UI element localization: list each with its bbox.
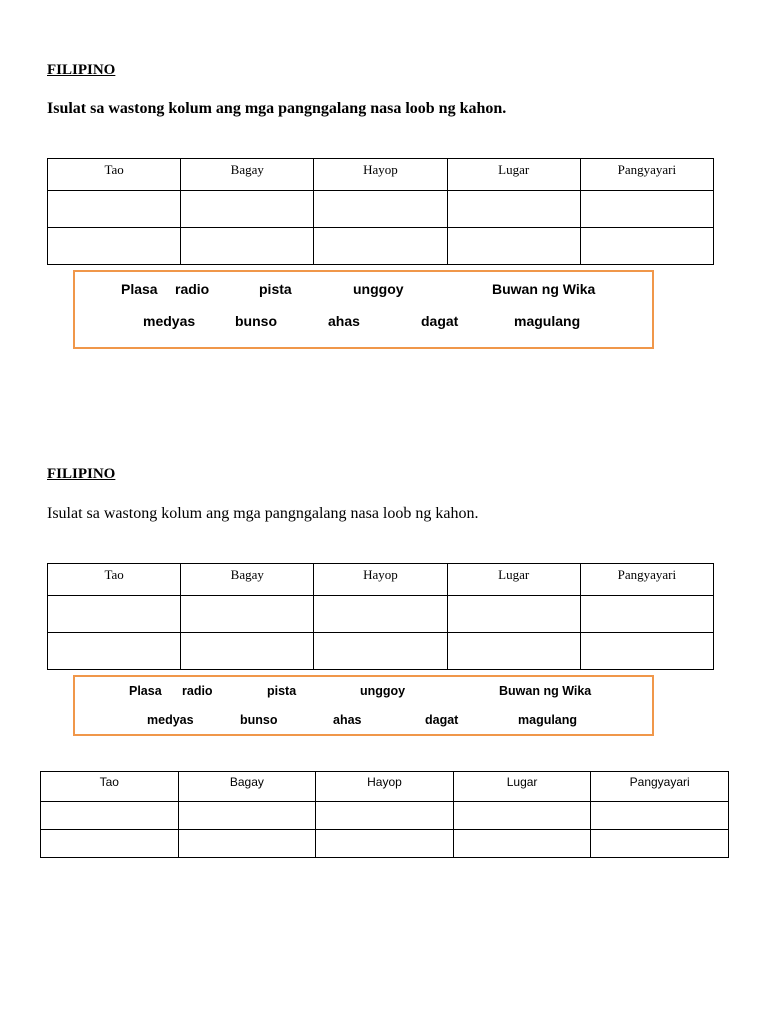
instruction-text: Isulat sa wastong kolum ang mga pangngalang nasa loob ng kahon. (47, 100, 507, 117)
column-header: Tao (41, 772, 179, 802)
table-header-row (41, 772, 729, 802)
answer-cell[interactable] (48, 228, 181, 265)
answer-cell[interactable] (591, 802, 729, 830)
table-row (48, 633, 714, 670)
answer-cell[interactable] (316, 802, 454, 830)
subject-heading: FILIPINO (47, 62, 116, 78)
word-item: Buwan ng Wika (499, 684, 592, 698)
answer-cell[interactable] (580, 596, 713, 633)
table-row (48, 191, 714, 228)
word-item: ahas (328, 313, 360, 329)
column-header: Bagay (181, 159, 314, 191)
answer-cell[interactable] (181, 228, 314, 265)
answer-cell[interactable] (453, 802, 591, 830)
column-header: Pangyayari (580, 159, 713, 191)
answer-cell[interactable] (181, 596, 314, 633)
word-item: radio (175, 281, 210, 297)
column-header: Hayop (314, 564, 447, 596)
word-item: unggoy (360, 684, 406, 698)
word-item: dagat (425, 713, 459, 727)
answer-cell[interactable] (178, 802, 316, 830)
answer-cell[interactable] (314, 228, 447, 265)
answer-cell[interactable] (314, 596, 447, 633)
table-header-row (48, 159, 714, 191)
word-item: unggoy (353, 281, 404, 297)
answer-cell[interactable] (41, 802, 179, 830)
column-header: Lugar (447, 564, 580, 596)
column-header: Tao (48, 159, 181, 191)
answer-cell[interactable] (48, 596, 181, 633)
answer-cell[interactable] (41, 830, 179, 858)
answer-cell[interactable] (48, 633, 181, 670)
answer-table (40, 771, 729, 858)
answer-table (47, 158, 714, 265)
answer-cell[interactable] (447, 596, 580, 633)
column-header: Bagay (178, 772, 316, 802)
word-item: medyas (143, 313, 196, 329)
column-header: Lugar (453, 772, 591, 802)
word-item: pista (267, 684, 297, 698)
word-item: Buwan ng Wika (492, 281, 596, 297)
column-header: Hayop (314, 159, 447, 191)
word-item: ahas (333, 713, 362, 727)
answer-cell[interactable] (447, 633, 580, 670)
answer-cell[interactable] (181, 191, 314, 228)
word-item: radio (182, 684, 213, 698)
word-item: dagat (421, 313, 459, 329)
table-row (48, 596, 714, 633)
word-item: bunso (235, 313, 277, 329)
answer-cell[interactable] (580, 191, 713, 228)
answer-cell[interactable] (316, 830, 454, 858)
column-header: Pangyayari (591, 772, 729, 802)
answer-cell[interactable] (580, 633, 713, 670)
word-item: Plasa (129, 684, 162, 698)
column-header: Tao (48, 564, 181, 596)
instruction-text: Isulat sa wastong kolum ang mga pangngalang nasa loob ng kahon. (47, 505, 479, 522)
table-row (48, 228, 714, 265)
word-item: bunso (240, 713, 278, 727)
answer-cell[interactable] (580, 228, 713, 265)
column-header: Hayop (316, 772, 454, 802)
answer-cell[interactable] (178, 830, 316, 858)
word-box (73, 675, 654, 736)
word-item: magulang (514, 313, 581, 329)
column-header: Pangyayari (580, 564, 713, 596)
subject-heading: FILIPINO (47, 466, 116, 482)
answer-cell[interactable] (591, 830, 729, 858)
word-item: magulang (518, 713, 578, 727)
answer-cell[interactable] (453, 830, 591, 858)
column-header: Lugar (447, 159, 580, 191)
table-row (41, 830, 729, 858)
table-row (41, 802, 729, 830)
answer-cell[interactable] (447, 191, 580, 228)
table-header-row (48, 564, 714, 596)
word-item: medyas (147, 713, 194, 727)
word-item: pista (259, 281, 292, 297)
word-item: Plasa (121, 281, 158, 297)
word-box (73, 270, 654, 349)
answer-table (47, 563, 714, 670)
answer-cell[interactable] (48, 191, 181, 228)
answer-cell[interactable] (447, 228, 580, 265)
answer-cell[interactable] (314, 191, 447, 228)
answer-cell[interactable] (181, 633, 314, 670)
column-header: Bagay (181, 564, 314, 596)
answer-cell[interactable] (314, 633, 447, 670)
